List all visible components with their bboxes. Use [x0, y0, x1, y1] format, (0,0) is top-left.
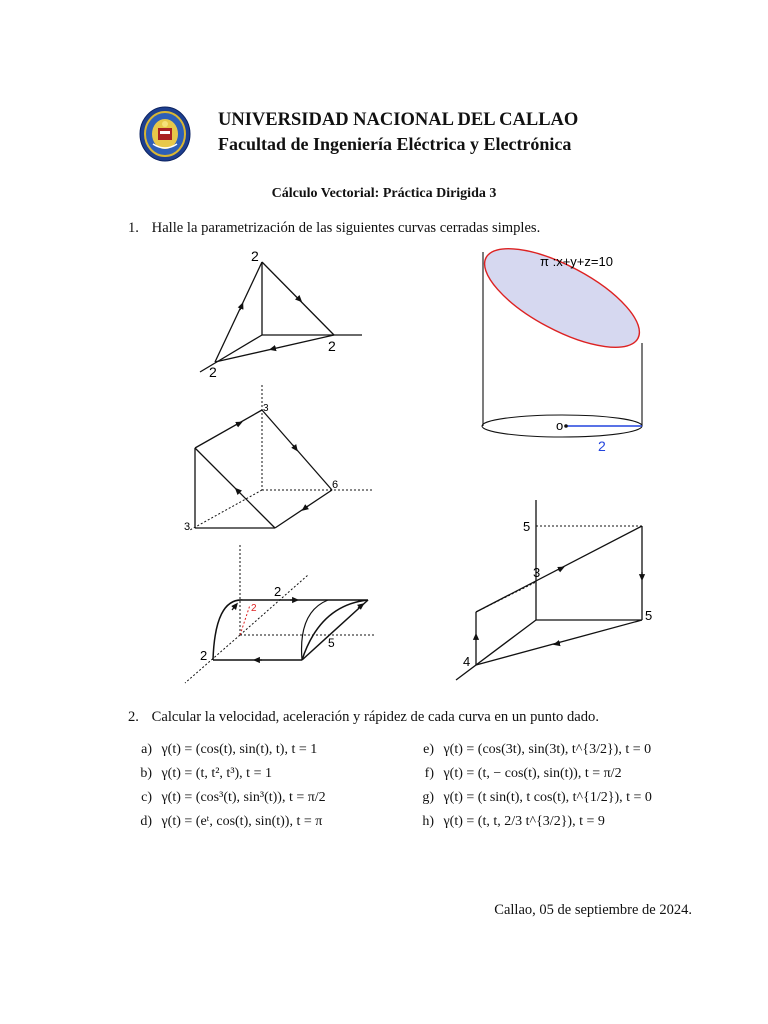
cylinder-origin-label: o [556, 418, 564, 433]
date-line: Callao, 05 de septiembre de 2024. [494, 902, 692, 918]
tunnel-label-x: 2 [200, 648, 208, 663]
equation-g-expr: γ(t) = (t sin(t), t cos(t), t^{1/2}), t = 0 [443, 790, 652, 805]
triangle-label-x: 2 [209, 364, 217, 380]
equation-e-label: e) [423, 742, 434, 757]
figure-prism [190, 385, 372, 530]
cylinder-radius-label: 2 [598, 438, 606, 454]
prism-label-z: 3 [263, 403, 269, 414]
figure-box [456, 500, 642, 680]
prism-label-x: 3 [184, 521, 191, 533]
box-label-x: 4 [463, 654, 471, 669]
equation-a-label: a) [141, 742, 152, 757]
triangle-label-y: 2 [328, 338, 336, 354]
tunnel-label-top: 2 [274, 584, 282, 599]
problem-1-number: 1. [128, 220, 139, 236]
tunnel-label-radius: 2 [251, 603, 257, 614]
equation-c-label: c) [141, 790, 152, 805]
box-label-y: 5 [645, 608, 653, 623]
cylinder-plane-label: π :x+y+z=10 [540, 254, 613, 269]
equation-f [412, 766, 622, 782]
equation-d [130, 814, 322, 830]
equation-e-expr: γ(t) = (cos(3t), sin(3t), t^{3/2}), t = 0 [443, 742, 652, 757]
university-name: UNIVERSIDAD NACIONAL DEL CALLAO [218, 110, 579, 130]
equation-b-expr: γ(t) = (t, t², t³), t = 1 [161, 766, 272, 781]
figure-triangle [200, 262, 362, 372]
equation-d-label: d) [140, 814, 152, 829]
equation-g [412, 790, 652, 806]
equation-b [130, 766, 272, 782]
equation-a [130, 742, 317, 758]
equation-h [412, 814, 605, 830]
equation-f-label: f) [424, 766, 434, 781]
equation-f-expr: γ(t) = (t, − cos(t), sin(t)), t = π/2 [443, 766, 622, 781]
faculty-name: Facultad de Ingeniería Eléctrica y Electrónica [218, 134, 572, 154]
course-title: Cálculo Vectorial: Práctica Dirigida 3 [271, 186, 497, 201]
tunnel-label-y: 5 [328, 636, 335, 650]
problem-2 [128, 709, 599, 726]
equation-g-label: g) [422, 790, 434, 805]
problem-2-number: 2. [128, 709, 139, 725]
box-label-mid: 3 [533, 565, 541, 580]
equation-c [130, 790, 326, 806]
problem-2-text: Calcular la velocidad, aceleración y rápidez de cada curva en un punto dado. [151, 709, 599, 725]
prism-label-y: 6 [332, 479, 339, 491]
equation-d-expr: γ(t) = (eᵗ, cos(t), sin(t)), t = π [161, 814, 323, 829]
box-label-z: 5 [523, 519, 531, 534]
equation-h-expr: γ(t) = (t, t, 2/3 t^{3/2}), t = 9 [443, 814, 605, 829]
problem-1-text: Halle la parametrización de las siguientes curvas cerradas simples. [151, 220, 541, 236]
triangle-label-z: 2 [251, 248, 259, 264]
equation-c-expr: γ(t) = (cos³(t), sin³(t)), t = π/2 [161, 790, 326, 805]
equation-h-label: h) [422, 814, 434, 829]
equation-a-expr: γ(t) = (cos(t), sin(t), t), t = 1 [161, 742, 318, 757]
equation-e [412, 742, 651, 758]
figure-tunnel [185, 545, 376, 683]
equation-b-label: b) [140, 766, 152, 781]
